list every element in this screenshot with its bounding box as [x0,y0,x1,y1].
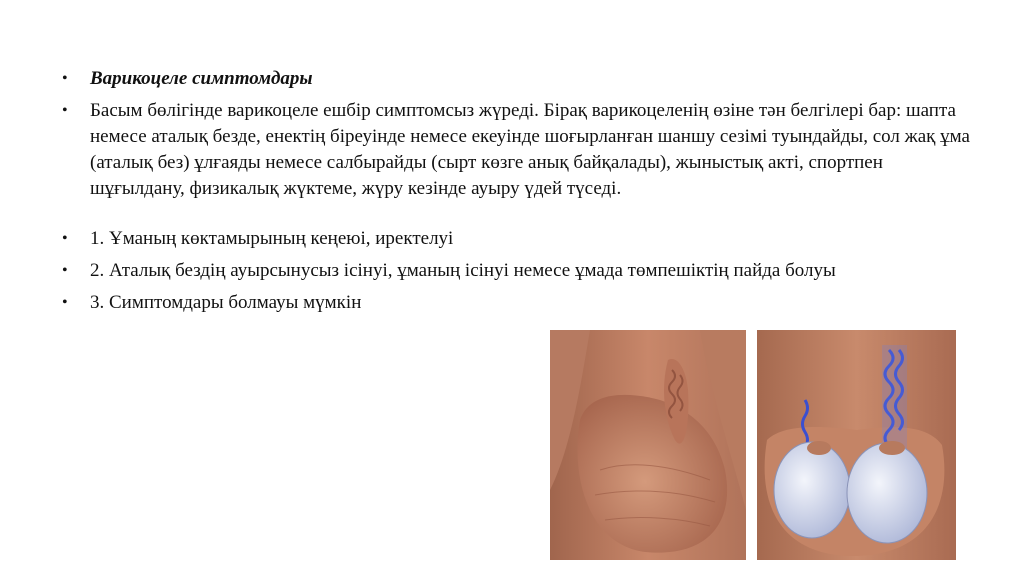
list-item [62,226,972,252]
bullet-marker: • [62,294,68,311]
bullet-marker: • [62,262,68,279]
bullet-marker: • [62,102,68,119]
list-item [62,258,972,284]
text-block [62,66,972,316]
internal-view-panel [757,330,956,560]
slide-heading: Варикоцеле симптомдары [90,68,313,89]
bullet-marker: • [62,230,68,247]
heading-bullet [62,66,972,92]
symptoms-paragraph: Басым бөлігінде варикоцеле ешбір симптомсыз жүреді. Бірақ варикоцеленің өзіне тән белгілері бар: шапта немесе аталық безде, енектің біреуінде немесе екеуінде шоғырланған шаншу сезімі туындайды, сол жақ ұма (аталық без) ұлғаяды немесе салбырайды (сырт көзге анық байқалады), жыныстық акті, спортпен шұғылдану, физикалық жүктеме, жүру кезінде ауыру үдей түседі. [90,100,970,199]
list-item-text: 1. Ұманың көктамырының кеңеюі, иректелуі [90,228,454,249]
anatomy-illustration [550,330,956,560]
bullet-marker: • [62,70,68,87]
list-item [62,290,972,316]
paragraph-bullet [62,98,972,202]
list-item-text: 2. Аталық бездің ауырсынусыз ісінуі, ұманың ісінуі немесе ұмада төмпешіктің пайда болуы [90,260,836,281]
external-view-panel [550,330,746,560]
list-item-text: 3. Симптомдары болмауы мүмкін [90,292,362,313]
